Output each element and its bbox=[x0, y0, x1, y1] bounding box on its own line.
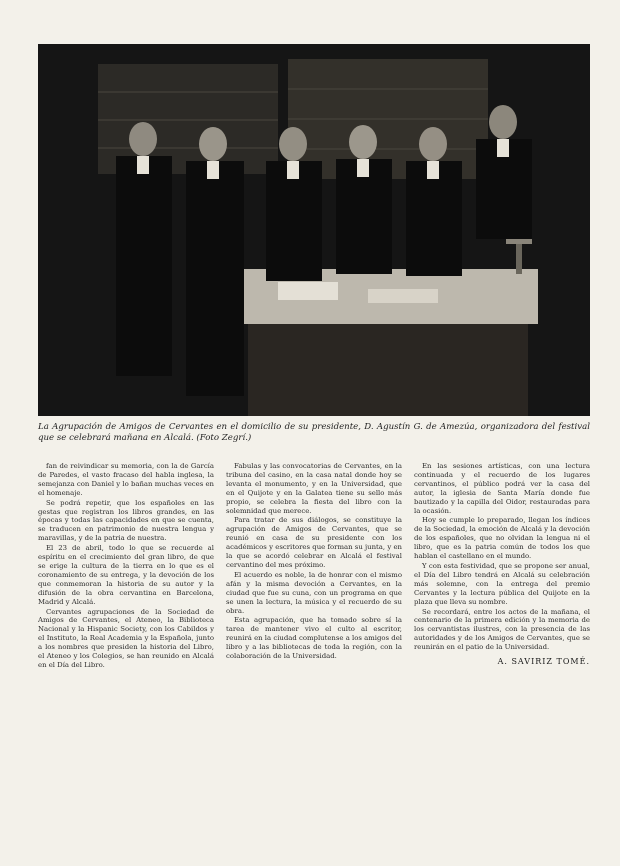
paragraph: Para tratar de sus diálogos, se constituye la agrupación de Amigos de Cervantes, que se reunió en casa de su presidente con los académicos y escritores que forman su junta, y en la que se acordó celebrar en Alcalá el festival cervantino del mes próximo. bbox=[226, 516, 402, 569]
paragraph: El 23 de abril, todo lo que se recuerde al espíritu en el crecimiento del gran libro, de que se erige la cultura de la tierra en lo que es el coronamiento de su entrega, y la devoción de los que conmemoran la historia de su autor y la difusión de la obra cervantina en Barcelona, Madrid y Alcalá. bbox=[38, 544, 214, 606]
paragraph: En las sesiones artísticas, con una lectura continuada y el recuerdo de los lugares cervantinos, el público podrá ver la casa del autor, la iglesia de Santa María donde fue bautizado y la capilla del Oidor, restauradas para la ocasión. bbox=[414, 462, 590, 515]
photo-image bbox=[38, 44, 590, 416]
paragraph: Esta agrupación, que ha tomado sobre sí la tarea de mantener vivo el culto al escritor, reunirá en la ciudad complutense a los amigos del libro y a las bibliotecas de toda la región, con la colaboración de la Universidad. bbox=[226, 616, 402, 661]
paragraph: Cervantes agrupaciones de la Sociedad de Amigos de Cervantes, el Ateneo, la Biblioteca Nacional y la Hispanic Society, con los Cabildos y el Instituto, la Real Academia y la Española, junto a los nombres que presiden la historia del Libro, el Ateneo y los Colegios, se han reunido en Alcalá en el Día del Libro. bbox=[38, 607, 214, 669]
paragraph: Se podrá repetir, que los españoles en las gestas que registran los libros grandes, en las épocas y todas las capacidades en que se cuenta, se traducen en patrimonio de nuestra lengua y maravillas, y de la patria de nuestra. bbox=[38, 498, 214, 543]
paragraph: Se recordará, entre los actos de la mañana, el centenario de la primera edición y la memoria de los cervantistas ilustres, con la presencia de las autoridades y de los Amigos de Cervantes, que se reunirán en el patio de la Universidad. bbox=[414, 607, 590, 652]
paragraph: fan de reivindicar su memoria, con la de García de Paredes, el vasto fracaso del habla inglesa, la semejanza con Daniel y lo bañan muchas veces en el homenaje. bbox=[38, 462, 214, 497]
author-signature: A. SAVIRIZ TOMÉ. bbox=[497, 657, 590, 667]
photo-caption: La Agrupación de Amigos de Cervantes en el domicilio de su presidente, D. Agustín G. de Amezúa, organizadora del festival que se celebrará mañana en Alcalá. (Foto Zegrí.) bbox=[38, 422, 590, 443]
article-columns bbox=[38, 462, 590, 852]
paragraph: Fabulas y las convocatorias de Cervantes, en la tribuna del casino, en la casa natal donde hoy se levanta el monumento, y en la Universidad, que en el Quijote y en la Galatea tiene su sello más propio, se celebra la fiesta del libro con la solemnidad que merece. bbox=[226, 462, 402, 515]
paragraph: El acuerdo es noble, la de honrar con el mismo afán y la misma devoción a Cervantes, en la ciudad que fue su cuna, con un programa en que se unen la lectura, la música y el recuerdo de su obra. bbox=[226, 570, 402, 615]
article-column-3 bbox=[414, 462, 590, 852]
group-photo bbox=[38, 44, 590, 416]
article-column-1 bbox=[38, 462, 214, 852]
article-column-2 bbox=[226, 462, 402, 852]
paragraph: Y con esta festividad, que se propone ser anual, el Día del Libro tendrá en Alcalá su celebración más solemne, con la entrega del premio Cervantes y la lectura pública del Quijote en la plaza que lleva su nombre. bbox=[414, 561, 590, 606]
paragraph: Hoy se cumple lo preparado, llegan los índices de la Sociedad, la emoción de Alcalá y la devoción de los españoles, que no olvidan la lengua ni el libro, que es la patria común de todos los que hablan el castellano en el mundo. bbox=[414, 516, 590, 561]
